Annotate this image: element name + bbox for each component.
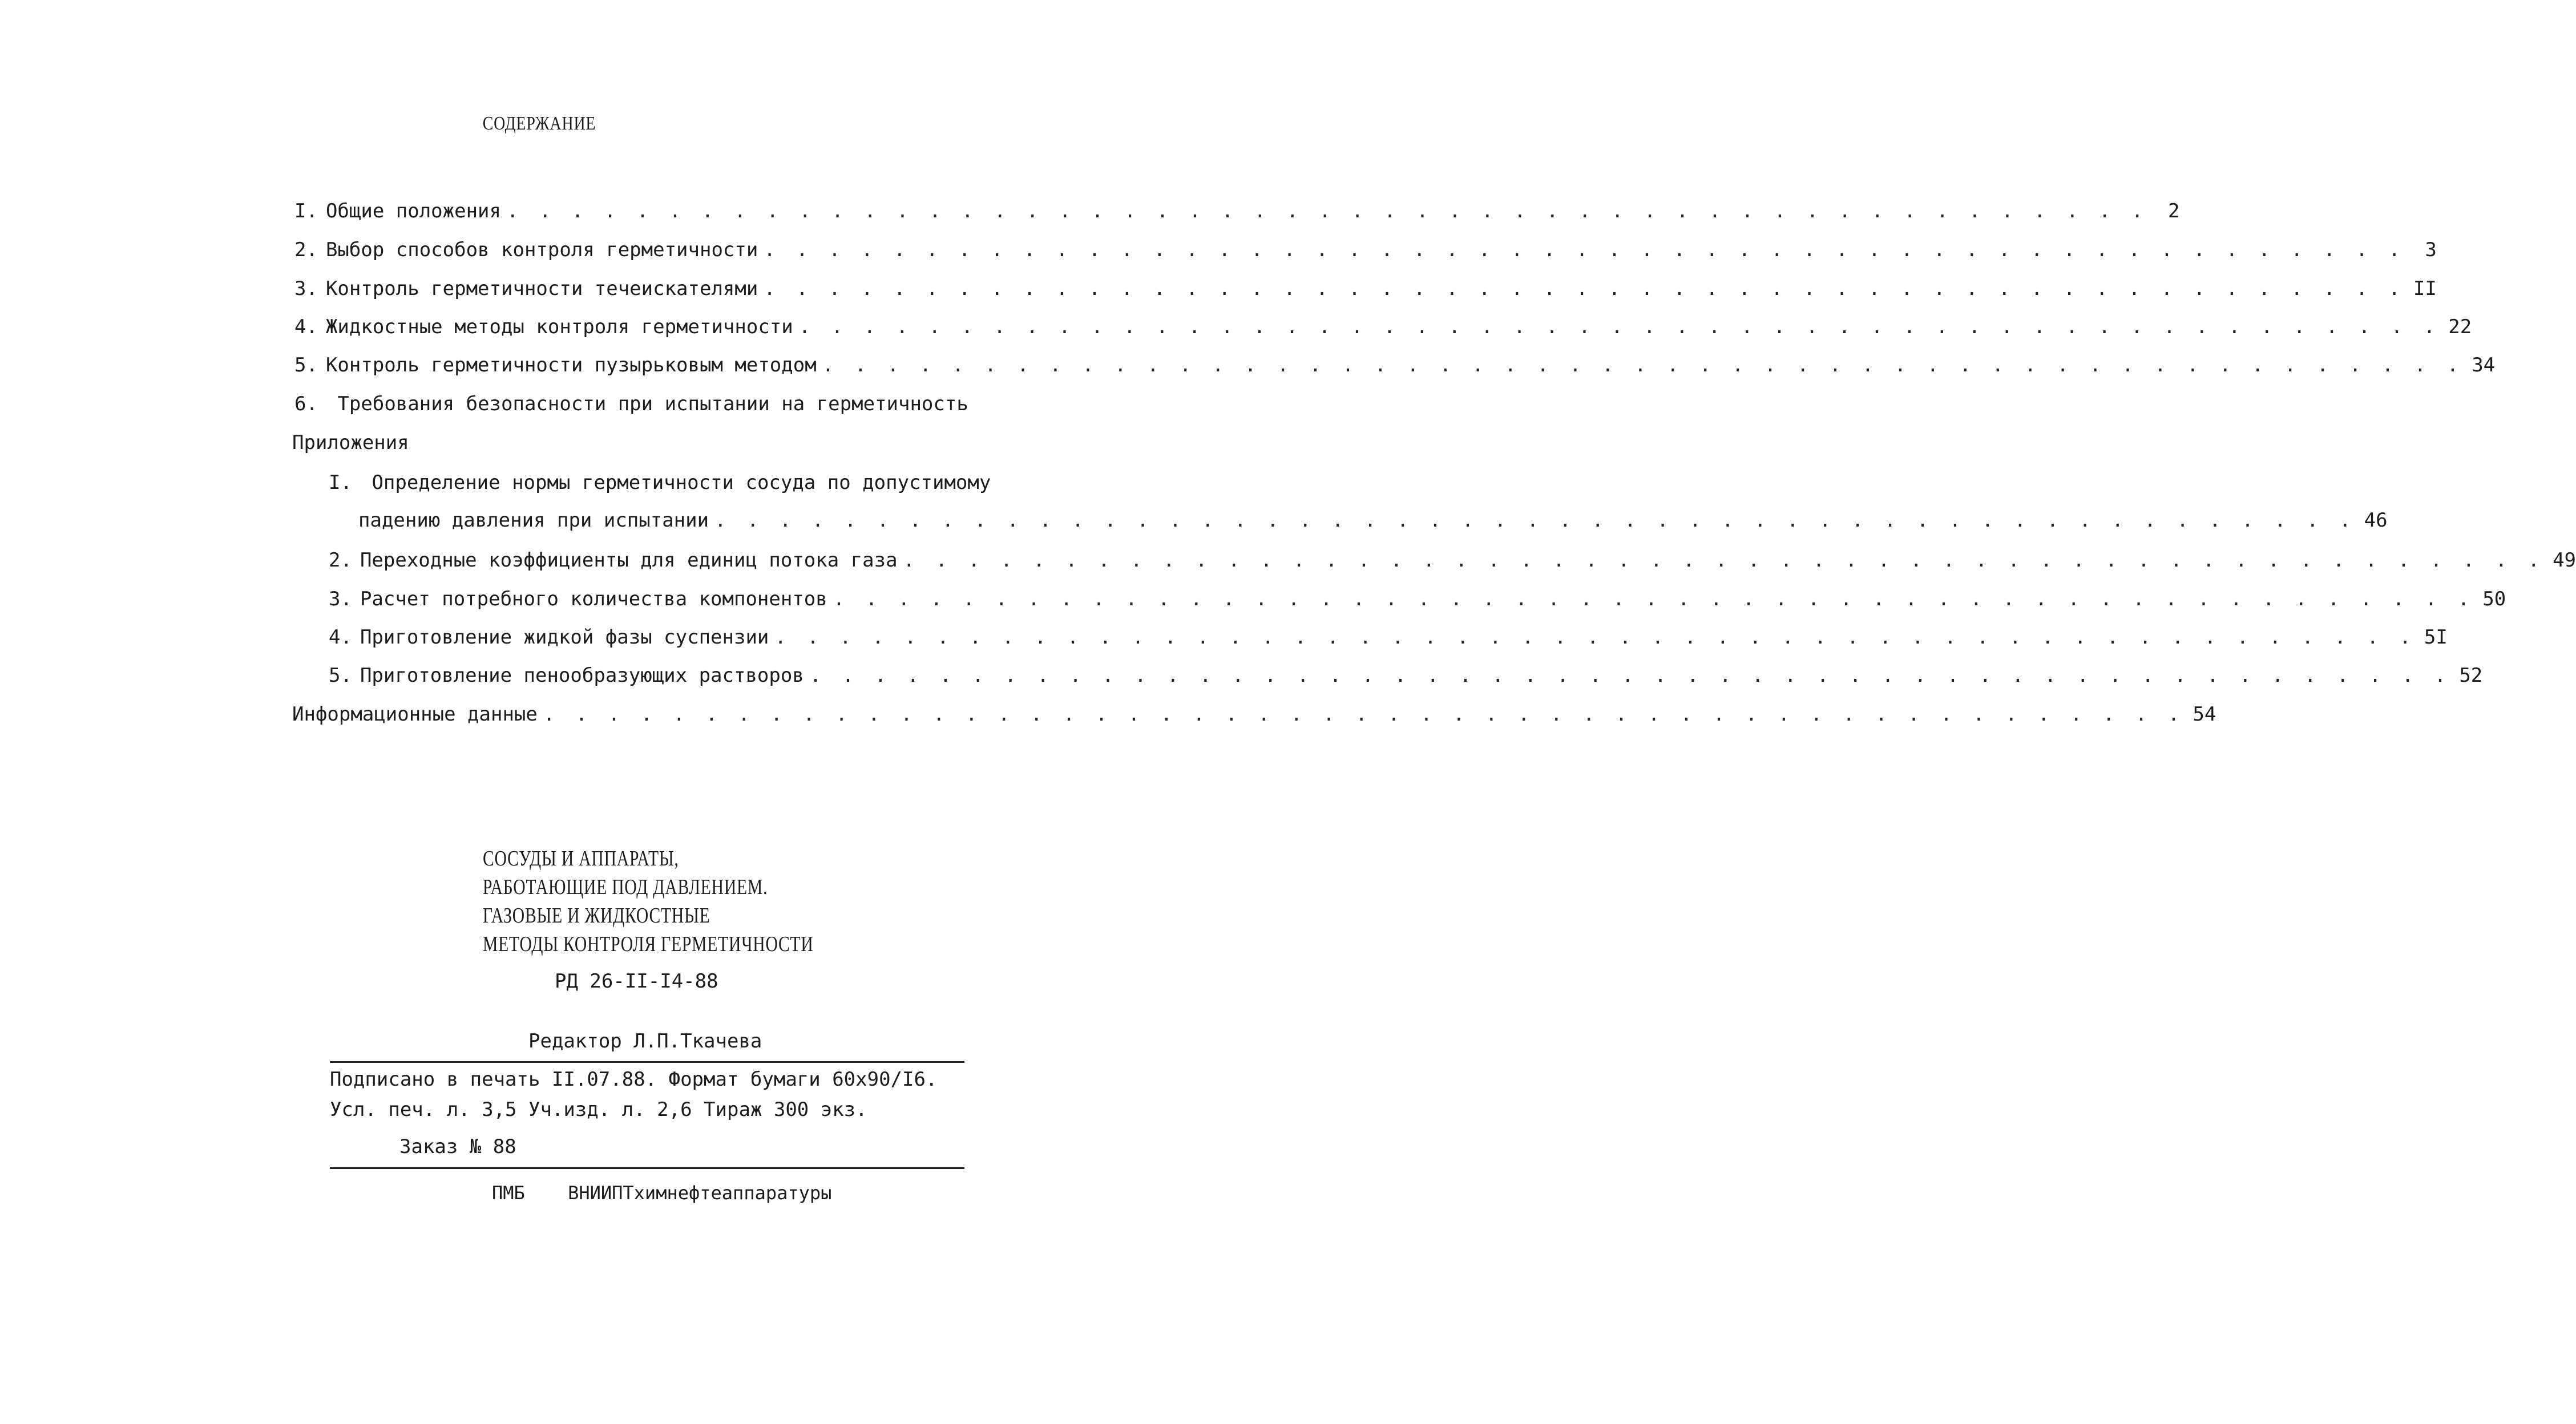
- toc-entry: [294, 277, 2437, 306]
- toc-entry: [294, 354, 2496, 382]
- appendix-page: 46: [2364, 509, 2388, 532]
- publisher-abbr: ПМБ: [492, 1182, 525, 1204]
- toc-entry-number: 6.: [294, 393, 318, 415]
- toc-entry-label: Контроль герметичности пузырьковым методом: [325, 354, 817, 377]
- imprint-title-line: СОСУДЫ И АППАРАТЫ,: [483, 847, 679, 871]
- appendix-label: Приготовление пенообразующих растворов: [360, 664, 804, 687]
- toc-entry-page: II: [2413, 277, 2437, 300]
- leader-dots: . . . . . . . . . . . . . . . . . . . . . . . . . . . . . . . . . . . . . . . . . . . . . . . . . . .: [764, 238, 2405, 261]
- leader-dots: . . . . . . . . . . . . . . . . . . . . . . . . . . . . . . . . . . . . . . . . . . . . . . . . . . .: [822, 354, 2464, 377]
- toc-entry-label: Контроль герметичности течеискателями: [325, 277, 758, 300]
- publisher: [492, 1182, 831, 1204]
- divider-top: [330, 1061, 964, 1063]
- appendix-entry: [329, 626, 2448, 654]
- appendix-page: 49: [2553, 549, 2576, 572]
- appendix-entry: [329, 549, 2576, 577]
- leader-dots: . . . . . . . . . . . . . . . . . . . . . . . . . . . . . . . . . . . . . . . . . . . . . . . . . . .: [764, 277, 2405, 300]
- signed-line: Подписано в печать II.07.88. Формат бумаги 60х90/I6.: [330, 1068, 938, 1091]
- leader-dots: . . . . . . . . . . . . . . . . . . . . . . . . . . . . . . . . . . . . . . . . . . . . . . . . . . .: [833, 588, 2474, 610]
- leader-dots: . . . . . . . . . . . . . . . . . . . . . . . . . . . . . . . . . . . . . . . . . . . . . . . . . . .: [809, 664, 2451, 687]
- toc-entry-number: I.: [294, 200, 318, 222]
- appendix-entry: [329, 471, 991, 494]
- appendix-entry: [329, 588, 2506, 616]
- toc-entry: [294, 238, 2437, 267]
- appendix-label: Расчет потребного количества компонентов: [360, 588, 827, 610]
- publisher-name: ВНИИПТхимнефтеаппаратуры: [568, 1182, 832, 1204]
- order-number: Заказ № 88: [399, 1135, 516, 1158]
- toc-entry-number: 4.: [294, 315, 318, 338]
- imprint-title-line: РАБОТАЮЩИЕ ПОД ДАВЛЕНИЕМ.: [483, 875, 768, 899]
- toc-entry-label: Требования безопасности при испытании на герметичность: [337, 393, 968, 415]
- leader-dots: . . . . . . . . . . . . . . . . . . . . . . . . . . . . . . . . . . . . . . . . . . . . . . . . . . .: [903, 549, 2545, 572]
- toc-entry: [294, 315, 2472, 344]
- appendix-number: 2.: [329, 549, 352, 572]
- appendix-number: I.: [329, 471, 352, 494]
- toc-entry-number: 5.: [294, 354, 318, 377]
- toc-title: СОДЕРЖАНИЕ: [482, 113, 596, 134]
- appendix-number: 4.: [329, 626, 352, 649]
- print-info-line: Усл. печ. л. 3,5 Уч.изд. л. 2,6 Тираж 300 экз.: [330, 1098, 867, 1121]
- leader-dots: . . . . . . . . . . . . . . . . . . . . . . . . . . . . . . . . . . . . . . . . . . . . . . . . . . .: [798, 315, 2440, 338]
- toc-entry-label: Выбор способов контроля герметичности: [325, 238, 758, 261]
- imprint-title-line: МЕТОДЫ КОНТРОЛЯ ГЕРМЕТИЧНОСТИ: [483, 932, 814, 956]
- toc-entry-info: [292, 703, 2216, 731]
- appendix-label: Переходные коэффициенты для единиц потока газа: [360, 549, 898, 572]
- toc-entry-page: 34: [2472, 354, 2496, 377]
- toc-entry-label: Жидкостные методы контроля герметичности: [325, 315, 793, 338]
- document-code: РД 26-II-I4-88: [555, 970, 718, 993]
- leader-dots: . . . . . . . . . . . . . . . . . . . . . . . . . . . . . . . . . . . . . . . . . . . . . . . . . . .: [507, 200, 2148, 222]
- appendix-number: 3.: [329, 588, 352, 610]
- appendix-page: 52: [2459, 664, 2483, 687]
- appendix-label-continued: падению давления при испытании: [358, 509, 709, 532]
- appendix-label: Приготовление жидкой фазы суспензии: [360, 626, 769, 649]
- leader-dots: . . . . . . . . . . . . . . . . . . . . . . . . . . . . . . . . . . . . . . . . . . . . . . . . . . .: [714, 509, 2356, 532]
- toc-entry-page: 3: [2425, 238, 2437, 261]
- toc-entry: [294, 200, 2180, 228]
- toc-entry: [294, 393, 968, 415]
- leader-dots: . . . . . . . . . . . . . . . . . . . . . . . . . . . . . . . . . . . . . . . . . . . . . . . . . . .: [543, 703, 2185, 726]
- toc-entry-page: 2: [2167, 200, 2180, 222]
- toc-entry-label: Общие положения: [325, 200, 501, 222]
- imprint-title-line: ГАЗОВЫЕ И ЖИДКОСТНЫЕ: [483, 904, 710, 928]
- divider-bottom: [330, 1167, 964, 1169]
- info-data-label: Информационные данные: [292, 703, 538, 726]
- toc-entry-number: 2.: [294, 238, 318, 261]
- appendix-heading: Приложения: [292, 431, 409, 454]
- appendix-page: 50: [2482, 588, 2506, 610]
- appendix-label: Определение нормы герметичности сосуда по допустимому: [372, 471, 991, 494]
- leader-dots: . . . . . . . . . . . . . . . . . . . . . . . . . . . . . . . . . . . . . . . . . . . . . . . . . . .: [774, 626, 2416, 649]
- toc-entry-number: 3.: [294, 277, 318, 300]
- info-data-page: 54: [2193, 703, 2216, 726]
- appendix-entry-continuation: [358, 509, 2388, 537]
- appendix-number: 5.: [329, 664, 352, 687]
- toc-entry-page: 22: [2448, 315, 2472, 338]
- editor-line: Редактор Л.П.Ткачева: [528, 1030, 762, 1053]
- appendix-page: 5I: [2424, 626, 2448, 649]
- appendix-entry: [329, 664, 2483, 693]
